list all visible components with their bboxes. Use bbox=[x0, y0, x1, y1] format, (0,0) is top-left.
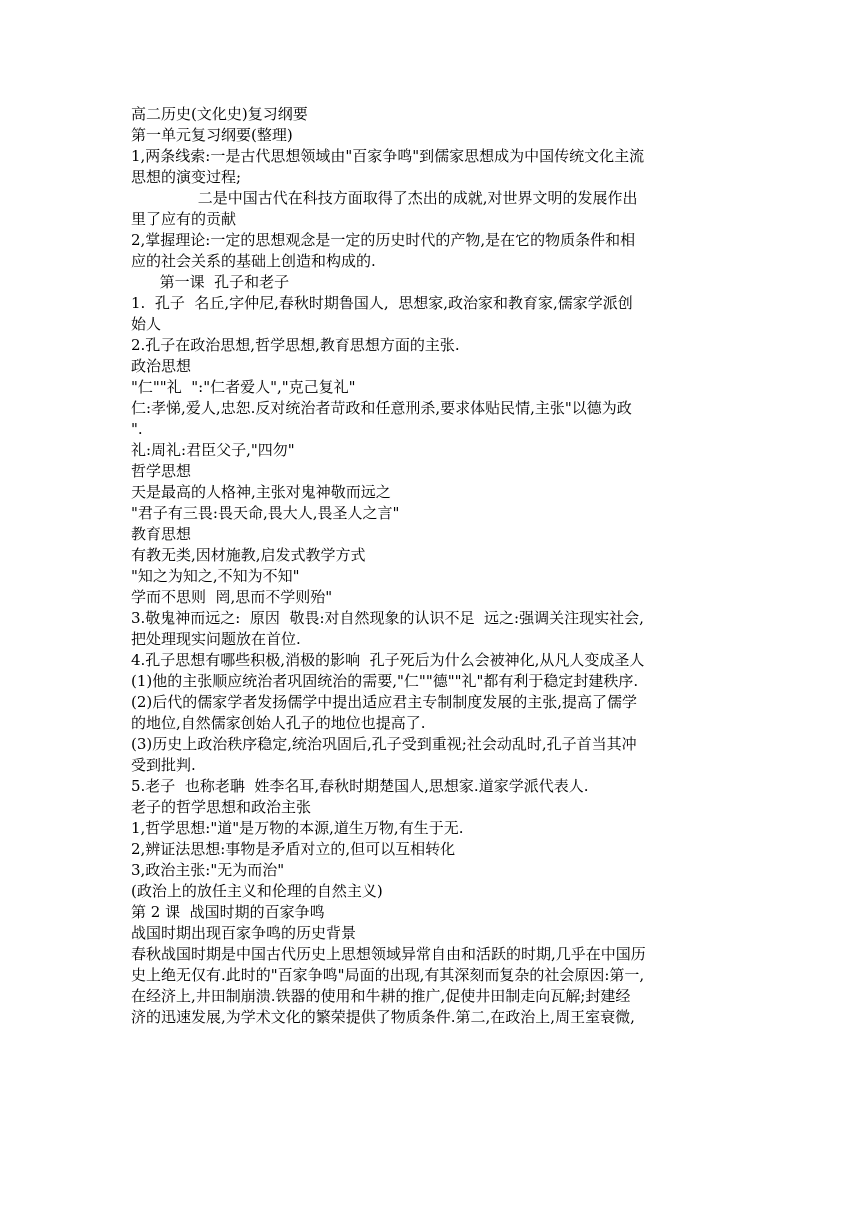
text-line: 受到批判. bbox=[131, 756, 196, 774]
text-line: 2.孔子在政治思想,哲学思想,教育思想方面的主张. bbox=[131, 336, 460, 354]
text-line: 1,哲学思想:"道"是万物的本源,道生万物,有生于无. bbox=[131, 819, 464, 837]
text-line: 3,政治主张:"无为而治" bbox=[131, 861, 285, 879]
text-line: 里了应有的贡献 bbox=[131, 210, 237, 228]
text-line: ". bbox=[131, 420, 143, 438]
text-line: 应的社会关系的基础上创造和构成的. bbox=[131, 252, 376, 270]
section-heading: 哲学思想 bbox=[131, 462, 192, 480]
section-heading: 战国时期出现百家争鸣的历史背景 bbox=[131, 924, 357, 942]
section-heading: 老子的哲学思想和政治主张 bbox=[131, 798, 312, 816]
document-body bbox=[131, 104, 731, 1028]
section-heading: 教育思想 bbox=[131, 525, 192, 543]
text-line: 礼:周礼:君臣父子,"四勿" bbox=[131, 441, 295, 459]
text-line: 把处理现实问题放在首位. bbox=[131, 630, 301, 648]
unit-title: 第一单元复习纲要(整理) bbox=[131, 126, 293, 144]
text-line: 2,辨证法思想:事物是矛盾对立的,但可以互相转化 bbox=[131, 840, 456, 858]
text-line: 二是中国古代在科技方面取得了杰出的成就,对世界文明的发展作出 bbox=[131, 189, 638, 207]
text-line: "君子有三畏:畏天命,畏大人,畏圣人之言" bbox=[131, 504, 400, 522]
text-line: 在经济上,井田制崩溃.铁器的使用和牛耕的推广,促使井田制走向瓦解;封建经 bbox=[131, 987, 631, 1005]
text-line: 史上绝无仅有.此时的"百家争鸣"局面的出现,有其深刻而复杂的社会原因:第一, bbox=[131, 966, 645, 984]
text-line: (政治上的放任主义和伦理的自然主义) bbox=[131, 882, 383, 900]
text-line: 的地位,自然儒家创始人孔子的地位也提高了. bbox=[131, 714, 426, 732]
document-title: 高二历史(文化史)复习纲要 bbox=[131, 105, 308, 123]
text-line: 有教无类,因材施教,启发式教学方式 bbox=[131, 546, 366, 564]
text-line: 1. 孔子 名丘,字仲尼,春秋时期鲁国人, 思想家,政治家和教育家,儒家学派创 bbox=[131, 294, 633, 312]
text-line: "知之为知之,不知为不知" bbox=[131, 567, 300, 585]
text-line: 1,两条线索:一是古代思想领域由"百家争鸣"到儒家思想成为中国传统文化主流 bbox=[131, 147, 645, 165]
text-line: 始人 bbox=[131, 315, 162, 333]
text-line: 思想的演变过程; bbox=[131, 168, 242, 186]
text-line: "仁""礼 ":"仁者爱人","克己复礼" bbox=[131, 378, 356, 396]
text-line: (1)他的主张顺应统治者巩固统治的需要,"仁""德""礼"都有利于稳定封建秩序. bbox=[131, 672, 639, 690]
section-heading: 政治思想 bbox=[131, 357, 192, 375]
text-line: 春秋战国时期是中国古代历史上思想领域异常自由和活跃的时期,几乎在中国历 bbox=[131, 945, 646, 963]
text-line: 5.老子 也称老聃 姓李名耳,春秋时期楚国人,思想家.道家学派代表人. bbox=[131, 777, 589, 795]
text-line: 2,掌握理论:一定的思想观念是一定的历史时代的产物,是在它的物质条件和相 bbox=[131, 231, 636, 249]
text-line: 4.孔子思想有哪些积极,消极的影响 孔子死后为什么会被神化,从凡人变成圣人 bbox=[131, 651, 645, 669]
text-line: 仁:孝悌,爱人,忠恕.反对统治者苛政和任意刑杀,要求体贴民情,主张"以德为政 bbox=[131, 399, 632, 417]
text-line: 3.敬鬼神而远之: 原因 敬畏:对自然现象的认识不足 远之:强调关注现实社会, bbox=[131, 609, 644, 627]
text-line: (3)历史上政治秩序稳定,统治巩固后,孔子受到重视;社会动乱时,孔子首当其冲 bbox=[131, 735, 637, 753]
text-line: 济的迅速发展,为学术文化的繁荣提供了物质条件.第二,在政治上,周王室衰微, bbox=[131, 1008, 635, 1026]
lesson-heading: 第 2 课 战国时期的百家争鸣 bbox=[131, 903, 325, 921]
text-line: (2)后代的儒家学者发扬儒学中提出适应君主专制制度发展的主张,提高了儒学 bbox=[131, 693, 638, 711]
text-line: 学而不思则 罔,思而不学则殆" bbox=[131, 588, 333, 606]
text-line: 天是最高的人格神,主张对鬼神敬而远之 bbox=[131, 483, 391, 501]
lesson-heading: 第一课 孔子和老子 bbox=[131, 273, 290, 291]
